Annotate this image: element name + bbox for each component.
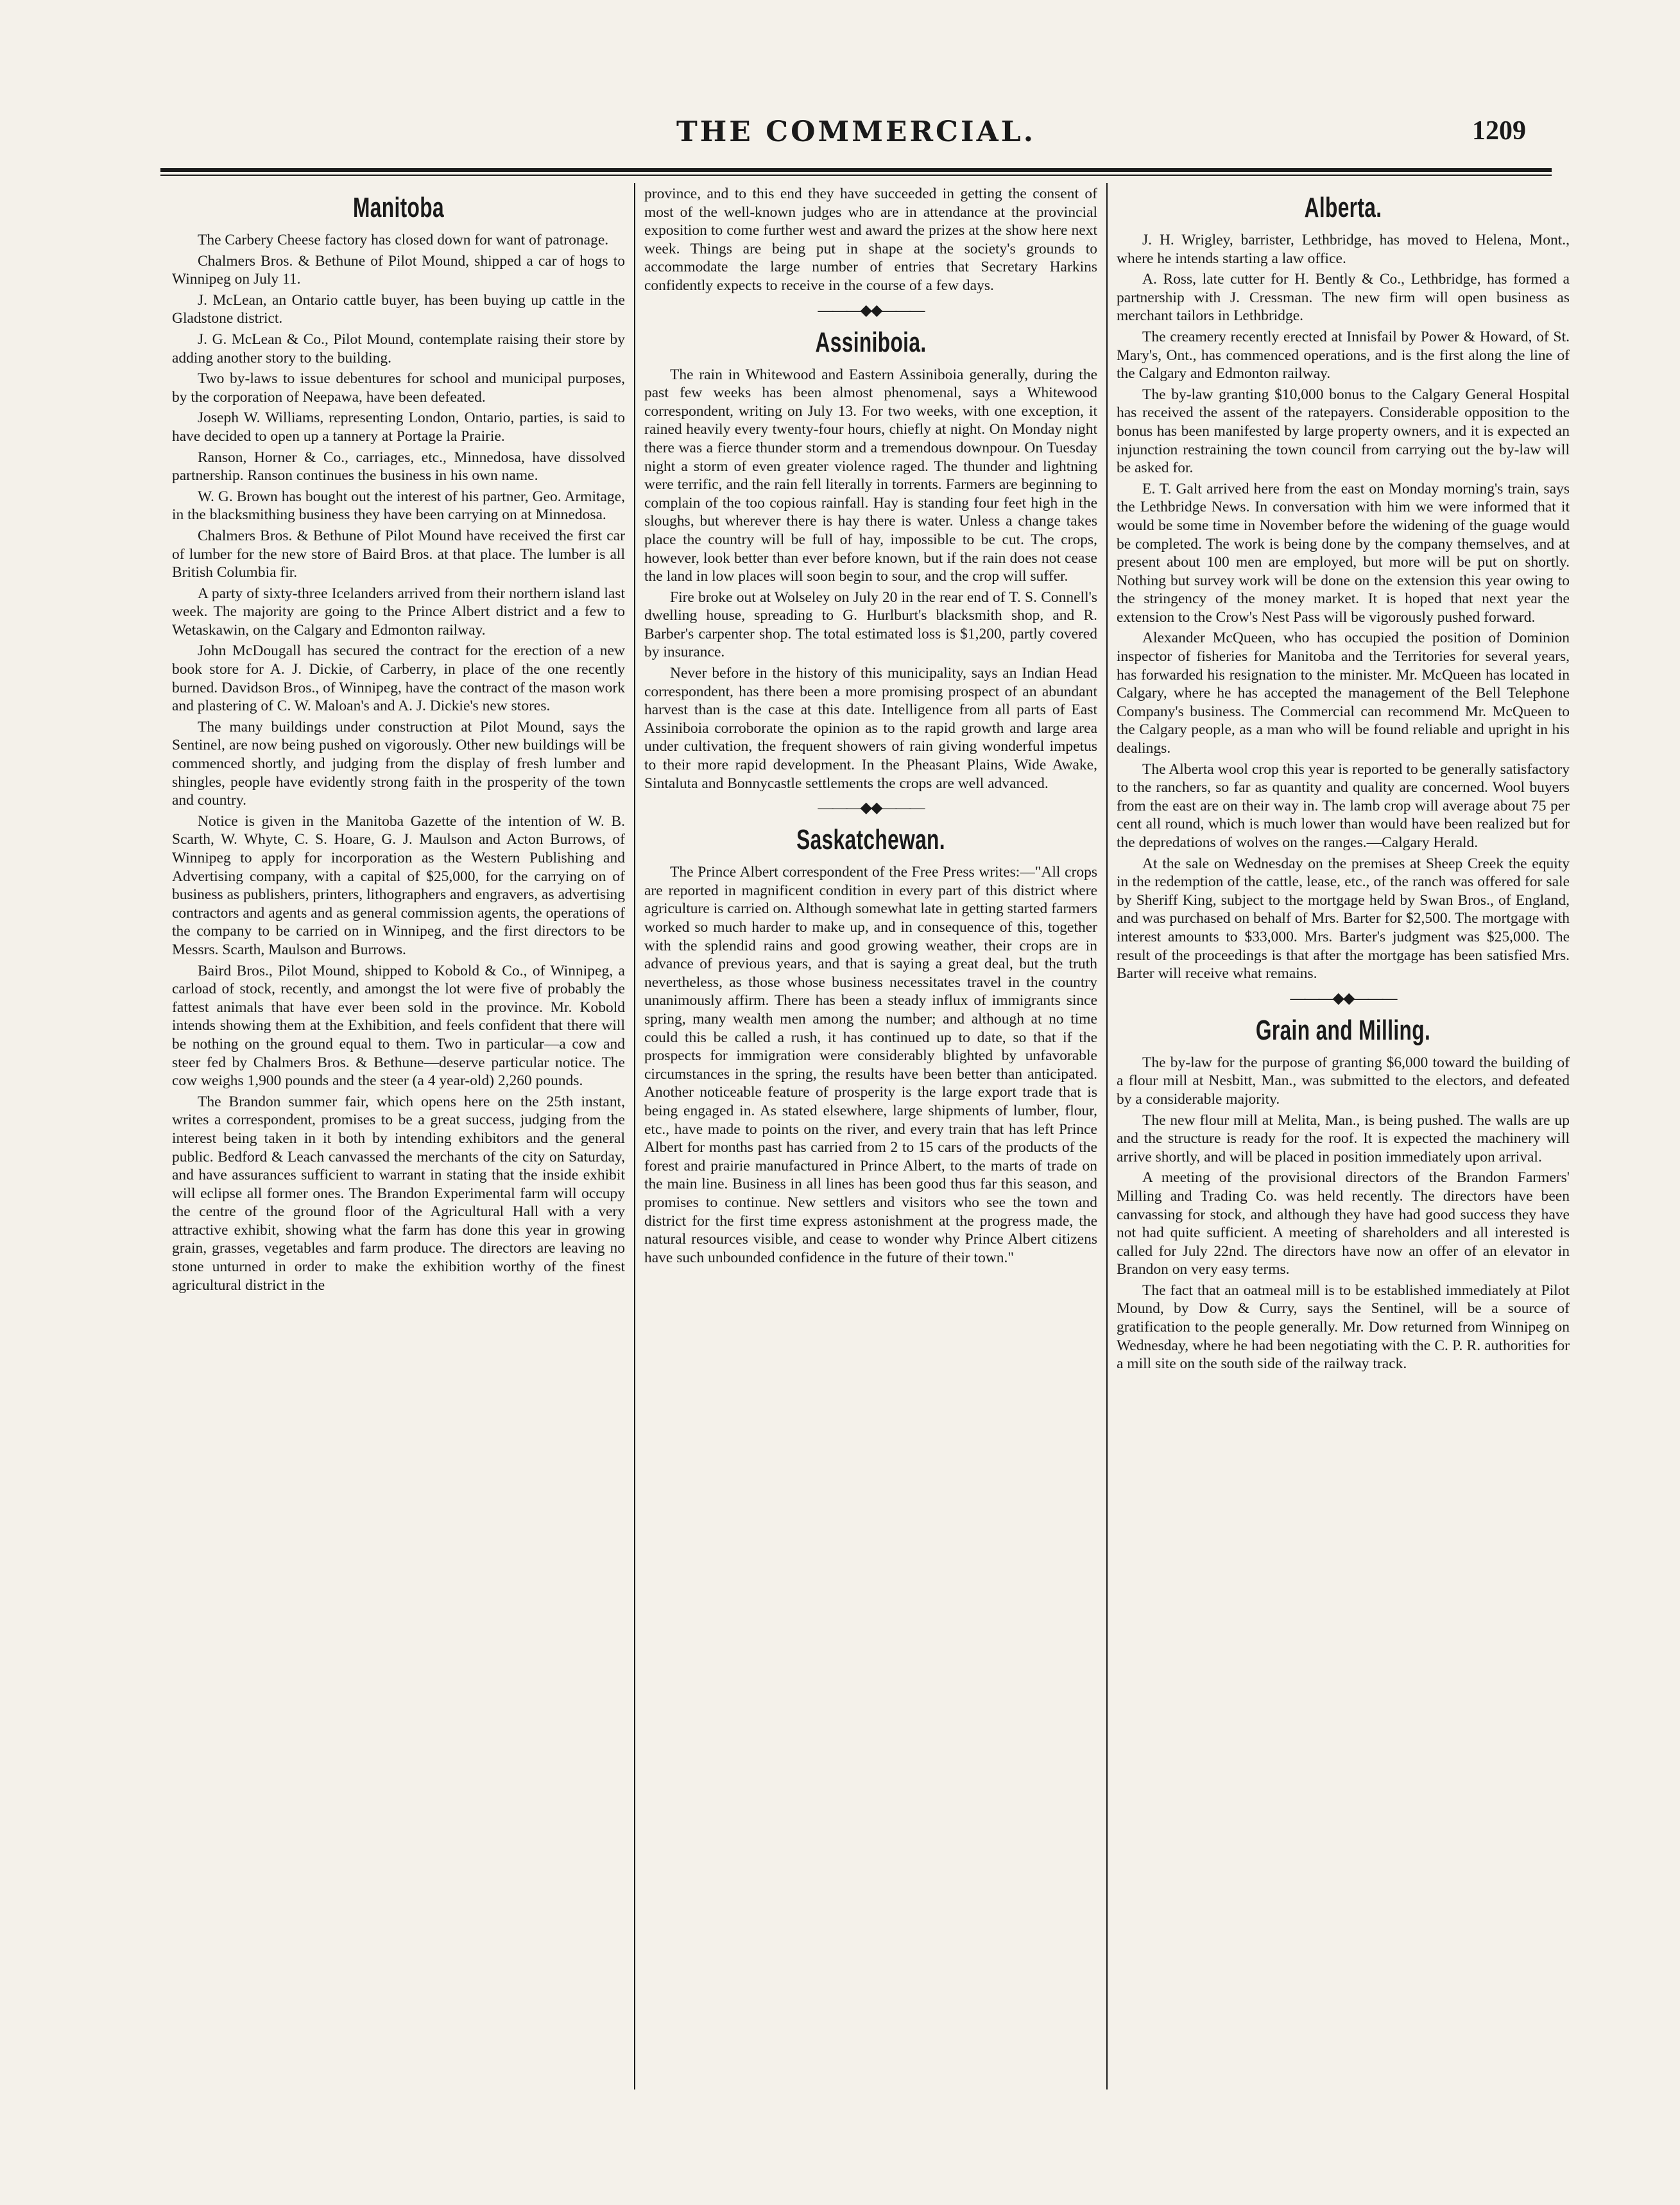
column-3 [1117,185,1570,2096]
article-paragraph: Chalmers Bros. & Bethune of Pilot Mound, shipped a car of hogs to Winnipeg on July 11. [172,252,625,288]
section-heading-alberta: Alberta. [1304,192,1382,223]
article-paragraph: J. G. McLean & Co., Pilot Mound, contemplate raising their store by adding another story to the building. [172,330,625,366]
column-divider [1106,183,1108,2089]
section-heading-manitoba: Manitoba [353,192,444,223]
article-paragraph: Two by-laws to issue debentures for school and municipal purposes, by the corporation of Neepawa, have been defeated. [172,370,625,406]
article-paragraph: The Brandon summer fair, which opens here on the 25th instant, writes a correspondent, promises to be a great success, judging from the interest being taken in it both by intending exhibitors and the general public. Bedford & Leach canvassed the merchants of the city on Saturday, and have assurances sufficient to warrant in stating that the inside exhibit will eclipse all former ones. The Brandon Experimental farm will occupy the centre of the ground floor of the Agricultural Hall with a very attractive exhibit, showing what the farm has done this year in growing grain, grasses, vegetables and farm produce. The directors are leaving no stone unturned in order to make the exhibition worthy of the finest agricultural district in the [172,1093,625,1294]
column-divider [634,183,635,2089]
article-paragraph: Fire broke out at Wolseley on July 20 in the rear end of T. S. Connell's dwelling house, spreading to G. Hurlburt's blacksmith shop, and R. Barber's carpenter shop. The total estimated loss is $1,200, partly covered by insurance. [644,588,1097,661]
section-separator: ———◆◆——— [1290,990,1396,1007]
article-paragraph: A meeting of the provisional directors of the Brandon Farmers' Milling and Trading Co. was held recently. The directors have been canvassing for stock, and although they have had good success they have not had quite sufficient. A meeting of shareholders and all interested is called for July 22nd. The directors have now an offer of an elevator in Brandon on very easy terms. [1117,1169,1570,1278]
article-paragraph: W. G. Brown has bought out the interest of his partner, Geo. Armitage, in the blacksmithing business they have been carrying on at Minnedosa. [172,488,625,524]
article-paragraph: Chalmers Bros. & Bethune of Pilot Mound have received the first car of lumber for the new store of Baird Bros. at that place. The lumber is all British Columbia fir. [172,527,625,581]
article-paragraph: A. Ross, late cutter for H. Bently & Co., Lethbridge, has formed a partnership with J. Cressman. The new firm will open business as merchant tailors in Lethbridge. [1117,271,1570,325]
section-heading-assiniboia: Assiniboia. [815,326,927,358]
article-paragraph: Joseph W. Williams, representing London, Ontario, parties, is said to have decided to open up a tannery at Portage la Prairie. [172,409,625,445]
article-paragraph: The Carbery Cheese factory has closed down for want of patronage. [198,232,609,248]
section-heading-grain-milling: Grain and Milling. [1255,1014,1431,1046]
article-paragraph: The Alberta wool crop this year is reported to be generally satisfactory to the ranchers, so far as quantity and quality are concerned. Wool buyers from the east are on their way in. The lamb crop will average about 75 per cent all round, which is much lower than would have been realized but for the depredations of wolves on the ranges.—Calgary Herald. [1117,760,1570,851]
article-paragraph: The by-law granting $10,000 bonus to the Calgary General Hospital has received the assent of the ratepayers. Considerable opposition to the bonus has been manifested by large property owners, and it is expected an injunction restraining the town council from carrying out the by-law will be asked for. [1117,386,1570,477]
article-paragraph: The by-law for the purpose of granting $6,000 toward the building of a flour mill at Nesbitt, Man., was submitted to the electors, and defeated by a considerable majority. [1117,1054,1570,1108]
continued-paragraph: province, and to this end they have succeeded in getting the consent of most of the well-known judges who are in attendance at the provincial exposition to come further west and award the prizes at the show here next week. Things are being put in shape at the society's grounds to accommodate the large number of entries that Secretary Harkins confidently expects to receive in the course of a few days. [644,185,1097,294]
article-paragraph: The rain in Whitewood and Eastern Assiniboia generally, during the past few weeks has been almost phenomenal, says a Whitewood correspondent, writing on July 13. For two weeks, with one exception, it rained heavily every twenty-four hours, chiefly at night. On Monday night there was a fierce thunder storm and a tremendous downpour. On Tuesday night a storm of even greater violence raged. The thunder and lightning were terrific, and the rain fell literally in torrents. Farmers are beginning to complain of the too copious rainfall. Hay is standing four feet high in the sloughs, but wherever there is hay there is water. Unless a change takes place the country will be full of hay, impossible to be cut. The crops, however, look better than ever before known, but if the rain does not cease the land in low places will soon begin to sour, and the crop will suffer. [644,366,1097,585]
section-separator: ———◆◆——— [818,800,924,817]
article-paragraph: Never before in the history of this municipality, says an Indian Head correspondent, has there been a more promising prospect of an abundant harvest than is the case at this date. Intelligence from all parts of East Assiniboia corroborate the opinion as to the rapid growth and large area under cultivation, the frequent showers of rain giving wonderful impetus to their more rapid development. In the Pheasant Plains, Wide Awake, Sintaluta and Bonnycastle settlements the crops are well advanced. [644,665,1097,792]
article-paragraph: The new flour mill at Melita, Man., is being pushed. The walls are up and the structure is ready for the roof. It is expected the machinery will arrive shortly, and will be placed in position immediately upon arrival. [1117,1111,1570,1165]
article-paragraph: The Prince Albert correspondent of the Free Press writes:—"All crops are reported in magnificent condition in every part of this district where agriculture is carried on. Although somewhat late in getting started farmers worked so much harder to make up, and in consequence of this, together with the splendid rains and good growing weather, their crops are in advance of previous years, and that is saying a great deal, but the truth nevertheless, as those whose business necessitates travel in the country unanimously affirm. There has been a steady influx of immigrants since spring, many wealth men among the number; and although at no time could this be called a rush, it has continued up to date, so that if the prospects for immigration were considerably blighted by unfavorable circumstances in the spring, the results have been better than anticipated. Another noticeable feature of prosperity is the large export trade that is being engaged in. As stated elsewhere, large shipments of lumber, flour, etc., have made to points on the river, and every train that has left Prince Albert for months past has carried from 2 to 15 cars of the products of the forest and prairie manufactured in Prince Albert, to the marts of trade on the main line. Business in all lines has been good thus far this season, and promises to continue. New settlers and visitors who see the town and district for the first time express astonishment at the progress made, the natural resources visible, and cease to wonder why Prince Albert citizens have such unbounded confidence in the future of their town." [644,864,1097,1266]
column-1 [172,185,625,2096]
section-separator: ———◆◆——— [818,302,924,319]
article-paragraph: E. T. Galt arrived here from the east on Monday morning's train, says the Lethbridge News. In conversation with him we were informed that it would be some time in November before the widening of the guage would be completed. The work is being done by the company themselves, and at present about 100 men are employed, but more will be put on shortly. Nothing but survey work will be done on the extension this year owing to the stringency of the money market. It is hoped that next year the extension to the Crow's Nest Pass will be vigorously pushed forward. [1117,480,1570,626]
article-paragraph: John McDougall has secured the contract for the erection of a new book store for A. J. Dickie, of Carberry, in place of the one recently burned. Davidson Bros., of Winnipeg, have the contract of the mason work and plastering of C. W. Maloan's and A. J. Dickie's new stores. [172,642,625,715]
article-paragraph: The creamery recently erected at Innisfail by Power & Howard, of St. Mary's, Ont., has commenced operations, and is the first along the line of the Calgary and Edmonton railway. [1117,328,1570,382]
section-heading-saskatchewan: Saskatchewan. [796,824,945,856]
article-paragraph: The fact that an oatmeal mill is to be established immediately at Pilot Mound, by Dow & Curry, says the Sentinel, will be a source of gratification to the people generally. Mr. Dow returned from Winnipeg on Wednesday, where he had been negotiating with the C. P. R. authorities for a mill site on the south side of the railway track. [1117,1282,1570,1373]
column-2 [644,185,1097,2096]
masthead [160,116,1552,160]
article-paragraph: J. H. Wrigley, barrister, Lethbridge, has moved to Helena, Mont., where he intends starting a law office. [1117,232,1570,267]
article-paragraph: Baird Bros., Pilot Mound, shipped to Kobold & Co., of Winnipeg, a carload of stock, recently, and amongst the lot were five of probably the fattest animals that have ever been sold in the province. Mr. Kobold intends showing them at the Exhibition, and feels confident that there will be nothing on the ground equal to them. Two in particular—a cow and steer fed by Chalmers Bros. & Bethune—deserve particular notice. The cow weighs 1,900 pounds and the steer (a 4 year-old) 2,260 pounds. [172,962,625,1090]
article-paragraph: Alexander McQueen, who has occupied the position of Dominion inspector of fisheries for Manitoba and the Territories for several years, has forwarded his resignation to the minister. Mr. McQueen has located in Calgary, where he has accepted the management of the Bell Telephone Company's business. The Commercial can recommend Mr. McQueen to the Calgary people, as a man who will be found reliable and upright in his dealings. [1117,630,1570,757]
header-rule-thin [160,175,1552,176]
header-rule [160,168,1552,172]
article-paragraph: Ranson, Horner & Co., carriages, etc., Minnedosa, have dissolved partnership. Ranson continues the business in his own name. [172,449,625,485]
article-paragraph: J. McLean, an Ontario cattle buyer, has been buying up cattle in the Gladstone district. [172,291,625,327]
newspaper-title: THE COMMERCIAL. [676,116,1036,148]
article-paragraph: Notice is given in the Manitoba Gazette of the intention of W. B. Scarth, W. Whyte, C. S. Hoare, G. J. Maulson and Acton Burrows, of Winnipeg to apply for incorporation as the Western Publishing and Advertising company, with a capital of $25,000, for the carrying on of business as publishers, printers, lithographers and engravers, as advertising contractors and agents and as general commission agents, the operations of the company to be carried on in Winnipeg, and the first directors to be Messrs. Scarth, Maulson and Burrows. [172,812,625,958]
article-paragraph: At the sale on Wednesday on the premises at Sheep Creek the equity in the redemption of the cattle, lease, etc., of the ranch was offered for sale by Sheriff King, subject to the mortgage held by Swan Bros., of England, and was purchased on behalf of Mrs. Barter for $2,500. The mortgage with interest amounts to $33,000. Mrs. Barter's judgment was $25,000. The result of the proceedings is that after the mortgage has been satisfied Mrs. Barter will receive what remains. [1117,855,1570,982]
article-paragraph: A party of sixty-three Icelanders arrived from their northern island last week. The majority are going to the Prince Albert district and a few to Wetaskawin, on the Calgary and Edmonton railway. [172,585,625,639]
page-number: 1209 [1472,116,1526,146]
article-paragraph: The many buildings under construction at Pilot Mound, says the Sentinel, are now being pushed on vigorously. Other new buildings will be commenced shortly, and judging from the display of fresh lumber and shingles, people have evidently strong faith in the prosperity of the town and country. [172,718,625,809]
